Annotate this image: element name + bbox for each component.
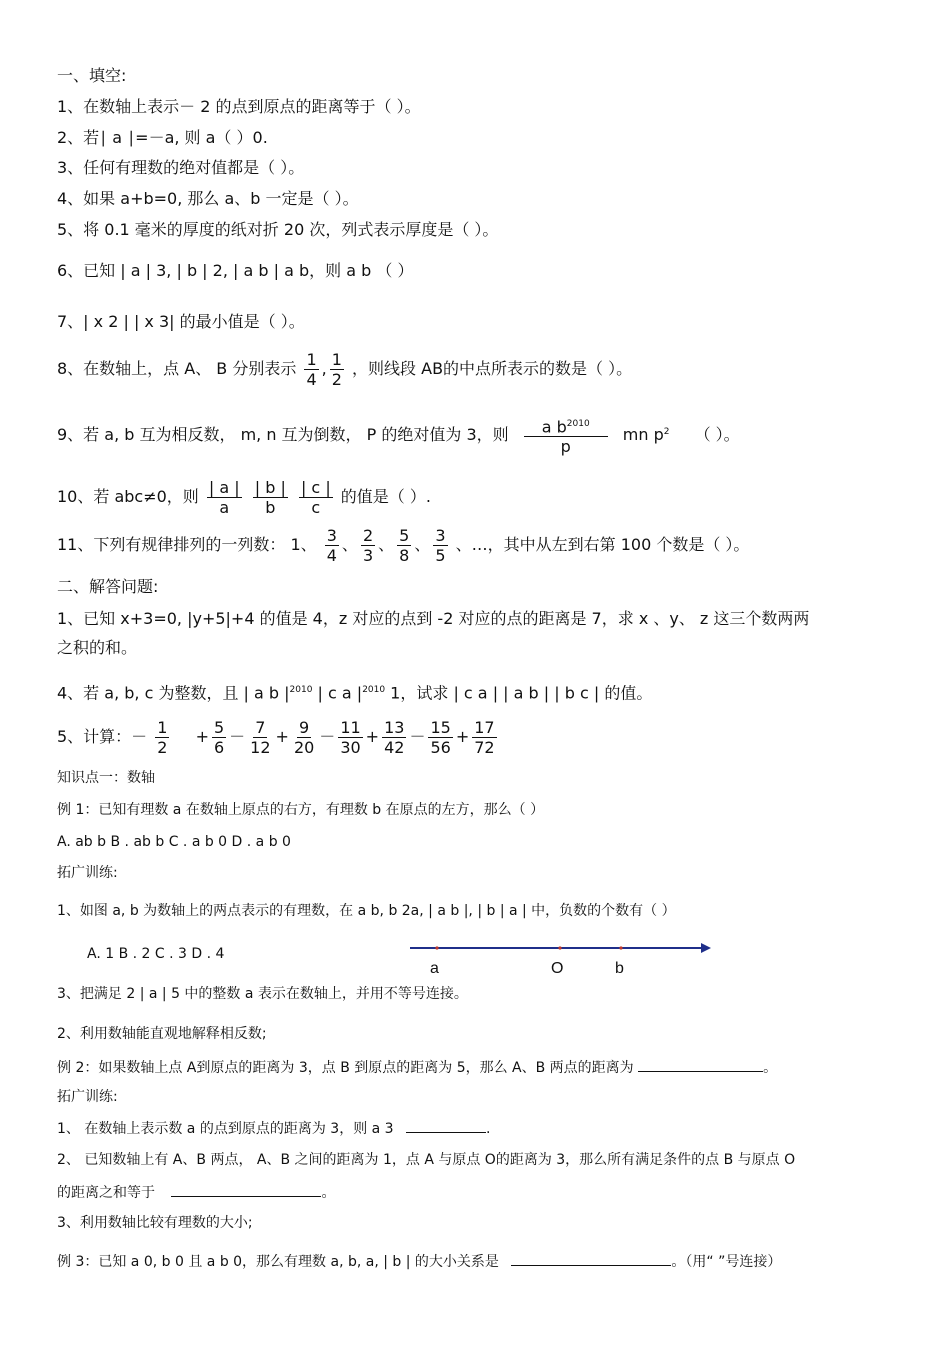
q9-denominator: p bbox=[560, 437, 571, 457]
q2-5-term-3-den: 20 bbox=[293, 738, 315, 757]
q2-5-term-3-num: 9 bbox=[299, 718, 310, 737]
t2-2-end: 。 bbox=[321, 1185, 336, 1201]
t2-2-text: 的距离之和等于 bbox=[57, 1185, 155, 1201]
t2-1-end: . bbox=[486, 1121, 491, 1137]
question-1-10 bbox=[57, 478, 431, 517]
question-1-2: 2、若∣ a ∣=－a, 则 a（ ）0. bbox=[57, 128, 268, 147]
training-1-question: 1、如图 a, b 为数轴上的两点表示的有理数，在 a b, b 2a, | a b |, | b | a | 中，负数的个数有（ ） bbox=[57, 903, 676, 919]
q9-fraction bbox=[524, 415, 608, 456]
example-2-blank bbox=[638, 1057, 763, 1072]
q2-5-first-numerator: 1 bbox=[157, 718, 168, 737]
q10-f1-denominator: a bbox=[219, 498, 230, 517]
q2-5-term-5-den: 42 bbox=[384, 738, 405, 757]
q11-fraction-4 bbox=[433, 526, 447, 565]
q11-suffix: 、…，其中从左到右第 100 个数是（ ）。 bbox=[455, 535, 750, 554]
question-2-5 bbox=[57, 718, 500, 757]
q2-5-term-1-den: 6 bbox=[213, 738, 225, 757]
q10-f3-denominator: c bbox=[311, 498, 321, 517]
q11-f4-numerator: 3 bbox=[435, 526, 446, 545]
q2-5-term-4 bbox=[338, 718, 362, 757]
q2-5-term-6 bbox=[428, 718, 452, 757]
question-2-1-line1: 1、已知 x+3=0, |y+5|+4 的值是 4，z 对应的点到 -2 对应的点的距离是 7，求 x 、y、 z 这三个数两两 bbox=[57, 609, 810, 628]
q8-fraction-1 bbox=[304, 350, 318, 389]
q8-f2-numerator: 1 bbox=[331, 350, 342, 369]
q10-f2-denominator: b bbox=[265, 498, 276, 517]
q2-5-term-1-num: 5 bbox=[213, 718, 225, 737]
q2-5-op-2: － bbox=[229, 727, 246, 746]
q9-exponent-2: 2 bbox=[663, 426, 670, 437]
question-1-1: 1、在数轴上表示－ 2 的点到原点的距离等于（ ）。 bbox=[57, 97, 421, 116]
question-1-3: 3、任何有理数的绝对值都是（ ）。 bbox=[57, 158, 305, 177]
q2-5-term-2 bbox=[248, 718, 272, 757]
number-line bbox=[405, 935, 725, 980]
example-1-options: A. ab b B . ab b C . a b 0 D . a b 0 bbox=[57, 834, 291, 850]
q2-5-first-denominator: 2 bbox=[157, 738, 168, 757]
example-2 bbox=[57, 1057, 777, 1078]
knowledge-3-title: 3、利用数轴比较有理数的大小; bbox=[57, 1215, 253, 1231]
q2-5-first-fraction bbox=[155, 718, 169, 757]
t2-2-blank bbox=[171, 1182, 321, 1197]
q8-prefix: 8、在数轴上，点 A、 B 分别表示 bbox=[57, 359, 297, 378]
question-2-4 bbox=[57, 680, 652, 703]
q11-f3-denominator: 8 bbox=[399, 546, 410, 565]
q11-sep-3: 、 bbox=[414, 535, 431, 554]
q2-5-term-7-num: 17 bbox=[474, 718, 495, 737]
training-2-question-2-line2 bbox=[57, 1182, 335, 1203]
question-1-5: 5、将 0.1 毫米的厚度的纸对折 20 次，列式表示厚度是（ ）。 bbox=[57, 220, 499, 239]
point-b bbox=[619, 946, 622, 949]
q8-f2-denominator: 2 bbox=[331, 370, 342, 389]
q2-5-op-5: + bbox=[365, 727, 380, 746]
q2-5-term-2-num: 7 bbox=[255, 718, 266, 737]
q10-fraction-1 bbox=[207, 478, 242, 517]
knowledge-2-title: 2、利用数轴能直观地解释相反数; bbox=[57, 1026, 267, 1042]
example-3-text: 例 3：已知 a 0, b 0 且 a b 0，那么有理数 a, b, a, | b | 的大小关系是 bbox=[57, 1254, 499, 1270]
q10-f3-numerator: | c | bbox=[300, 478, 331, 497]
q8-f1-denominator: 4 bbox=[306, 370, 317, 389]
q2-5-op-1: + bbox=[195, 727, 209, 746]
q2-5-term-2-den: 12 bbox=[250, 738, 271, 757]
q2-5-term-4-den: 30 bbox=[340, 738, 361, 757]
q11-fraction-2 bbox=[361, 526, 375, 565]
question-1-11 bbox=[57, 526, 749, 565]
q2-5-term-7-den: 72 bbox=[474, 738, 495, 757]
q2-5-op-7: + bbox=[455, 727, 470, 746]
q10-prefix: 10、若 abc≠0，则 bbox=[57, 487, 199, 506]
q8-f1-numerator: 1 bbox=[306, 350, 317, 369]
q2-5-term-5 bbox=[382, 718, 406, 757]
example-2-text: 例 2：如果数轴上点 A到原点的距离为 3，点 B 到原点的距离为 5，那么 A、B 两点的距离为 bbox=[57, 1060, 634, 1076]
q2-5-prefix: 5、计算：－ bbox=[57, 727, 148, 746]
point-a bbox=[435, 946, 438, 949]
q10-fraction-3 bbox=[299, 478, 333, 517]
q10-f2-numerator: | b | bbox=[254, 478, 286, 497]
section2-heading: 二、解答问题: bbox=[57, 577, 159, 596]
q2-4-exponent-1: 2010 bbox=[289, 685, 313, 695]
q10-fraction-2 bbox=[253, 478, 288, 517]
q9-numerator bbox=[524, 415, 608, 437]
q9-prefix: 9、若 a, b 互为相反数， m, n 互为倒数， P 的绝对值为 3，则 bbox=[57, 425, 509, 445]
question-2-1-line2: 之积的和。 bbox=[57, 638, 138, 657]
number-line-arrow-icon bbox=[701, 943, 711, 953]
q2-4-prefix: 4、若 a, b, c 为整数，且 | a b | bbox=[57, 683, 290, 703]
example-2-end: 。 bbox=[763, 1060, 778, 1076]
q2-5-term-6-num: 15 bbox=[430, 718, 451, 737]
q9-exponent: 2010 bbox=[566, 419, 590, 429]
q10-f1-numerator: | a | bbox=[208, 478, 240, 497]
training-1-heading: 拓广训练: bbox=[57, 865, 118, 881]
q8-separator: , bbox=[321, 359, 327, 378]
example-3 bbox=[57, 1251, 781, 1272]
question-1-6: 6、已知 | a | 3, | b | 2, | a b | a b，则 a b （ ） bbox=[57, 261, 414, 280]
q11-f1-numerator: 3 bbox=[326, 526, 337, 545]
knowledge-1-title: 知识点一：数轴 bbox=[57, 770, 155, 786]
q10-suffix: 的值是（ ）. bbox=[340, 487, 431, 506]
q11-f2-numerator: 2 bbox=[362, 526, 374, 545]
q2-5-term-3 bbox=[292, 718, 316, 757]
t2-1-text: 1、 在数轴上表示数 a 的点到原点的距离为 3，则 a 3 bbox=[57, 1121, 394, 1137]
section1-heading: 一、填空: bbox=[57, 66, 127, 85]
q11-sep-2: 、 bbox=[378, 535, 395, 554]
q2-5-term-1 bbox=[212, 718, 226, 757]
question-1-9 bbox=[57, 415, 740, 456]
question-1-7: 7、| x 2 | | x 3| 的最小值是（ ）。 bbox=[57, 312, 305, 331]
q11-f3-numerator: 5 bbox=[399, 526, 410, 545]
q11-prefix: 11、下列有规律排列的一列数： 1、 bbox=[57, 535, 317, 554]
question-1-4: 4、如果 a+b=0, 那么 a、b 一定是（ ）。 bbox=[57, 189, 359, 208]
q11-f4-denominator: 5 bbox=[435, 546, 446, 565]
example-3-end: 。（用“ ”号连接） bbox=[671, 1254, 782, 1270]
training-1-question-3: 3、把满足 2 | a | 5 中的整数 a 表示在数轴上，并用不等号连接。 bbox=[57, 986, 468, 1002]
label-b: b bbox=[615, 960, 624, 977]
training-2-heading: 拓广训练: bbox=[57, 1089, 118, 1105]
q2-5-op-6: － bbox=[409, 727, 426, 746]
q11-fraction-3 bbox=[397, 526, 411, 565]
q2-4-suffix: 1，试求 | c a | | a b | | b c | 的值。 bbox=[385, 683, 653, 703]
q2-4-exponent-2: 2010 bbox=[362, 685, 386, 695]
q9-suffix: （ ）。 bbox=[694, 425, 740, 445]
label-o: O bbox=[551, 960, 564, 977]
q9-mid: mn p bbox=[622, 425, 664, 445]
training-2-question-2-line1: 2、 已知数轴上有 A、B 两点， A、B 之间的距离为 1，点 A 与原点 O的距离为 3，那么所有满足条件的点 B 与原点 O bbox=[57, 1152, 796, 1168]
q11-f1-denominator: 4 bbox=[326, 546, 337, 565]
label-a: a bbox=[430, 960, 439, 977]
q2-5-term-4-num: 11 bbox=[340, 718, 361, 737]
q2-5-term-5-num: 13 bbox=[384, 718, 405, 737]
q2-5-term-7 bbox=[472, 718, 496, 757]
q2-4-mid: | c a | bbox=[312, 683, 363, 703]
training-1-options: A. 1 B . 2 C . 3 D . 4 bbox=[87, 946, 225, 962]
q2-5-op-4: － bbox=[319, 727, 336, 746]
q11-fraction-1 bbox=[325, 526, 339, 565]
t2-1-blank bbox=[406, 1118, 486, 1133]
question-1-8 bbox=[57, 350, 632, 389]
point-o bbox=[558, 946, 561, 949]
example-1: 例 1：已知有理数 a 在数轴上原点的右方，有理数 b 在原点的左方，那么（ ） bbox=[57, 802, 545, 818]
q11-f2-denominator: 3 bbox=[362, 546, 374, 565]
q8-suffix: ，则线段 AB的中点所表示的数是（ ）。 bbox=[352, 359, 633, 378]
example-3-blank bbox=[511, 1251, 671, 1266]
q9-numerator-text: a b bbox=[541, 417, 567, 437]
q11-sep-1: 、 bbox=[341, 535, 358, 554]
q2-5-op-3: + bbox=[275, 727, 289, 746]
training-2-question-1 bbox=[57, 1118, 491, 1139]
q8-fraction-2 bbox=[330, 350, 344, 389]
q2-5-term-6-den: 56 bbox=[430, 738, 451, 757]
